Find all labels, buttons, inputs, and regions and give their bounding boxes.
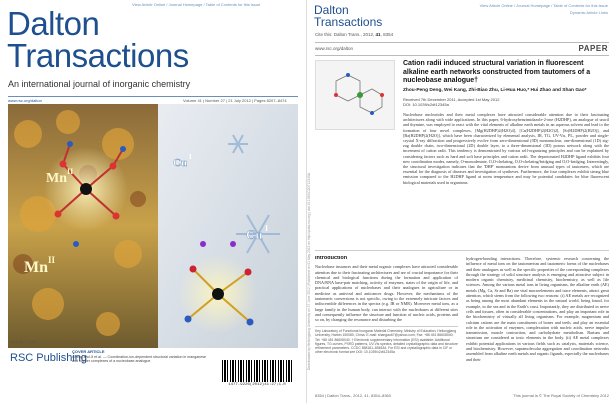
footnote: Key Laboratory of Functional Inorganic Material Chemistry, Ministry of Education, Heilongjiang University, Harbin 150080, China. E-mail: shangao67@yahoo.com; Fax: +86 451 86608040; Tel: +86 451 86608040. † Electronic supplementary information (ESI) available: Additional figures, TG curves, PXRD patterns, UV-Vis spectra, detailed crystallographic data and structure refinement parameters. CCDC 858181–858184. For ESI and crystallographic data in CIF or other electronic format see DOI: 10.1039/c2dt12345a	[315, 326, 458, 355]
article-journal-line2: Transactions	[314, 15, 383, 29]
ion-label-mn-1: Mn	[46, 171, 67, 186]
ion-label-mn-2: Mn	[24, 259, 48, 276]
article-type: PAPER	[578, 44, 608, 53]
divider	[315, 55, 609, 56]
cover-artwork	[8, 104, 298, 348]
ion-superscript-cu-2: I	[265, 224, 269, 233]
citation-line	[315, 32, 393, 37]
article-authors: Zhou-Peng Deng, Wei Kang, Zhi-Biao Zhu, Li-Hua Huo,* Hui Zhao and Shan Gao*	[403, 88, 587, 93]
footer-right: This journal is © The Royal Society of Chemistry 2012	[513, 393, 609, 398]
divider	[315, 250, 609, 251]
article-journal-line1: Dalton	[314, 3, 349, 17]
download-vertical-text: Downloaded by Heilongjiang University on 27 June 2012 | Published on 01 May 2012 on http://pubs.rsc.org | doi:10.1039/C2DT12345A	[307, 172, 311, 370]
barcode-number: 1477-9226(2012)41:27;1-R	[228, 383, 286, 387]
article-url[interactable]: www.rsc.org/dalton	[315, 46, 354, 51]
cover-top-links[interactable]: View Article Online / Journal Homepage / Table of Contents for this issue	[132, 2, 261, 7]
intro-text-left: Nucleobase instances and their metal organic complexes have attracted considerable attention due to their fascinating architectures and are of crucial importance for their chemical and biological functions during the formation and application of DNA/RNA base-pair matching, activity of enzymes, states of the origin of life, and practical applications of nucleobases and their analogues in agriculture or in medicine as antiviral and anticancer drugs. However, the mechanisms of the tautomeric conversions is not specific, owing to the extremely intricate factors and indiscernible differences in the spectra (e.g. IR or NMR). Moreover metal ions, as a large family in the human body, can interact with the nucleobases at different sites and consequently influence the structure and function of nucleic acids, proteins and so on, by changing the resonance and disturbing the	[315, 264, 458, 323]
cite-volume: 41	[375, 32, 381, 37]
journal-cover	[0, 0, 303, 403]
intro-column-right	[466, 256, 609, 392]
cover-url[interactable]: www.rsc.org/dalton	[8, 98, 42, 103]
ion-superscript-mn-2: II	[48, 255, 56, 265]
article-doi[interactable]: DOI: 10.1039/c2dt12345a	[403, 102, 449, 107]
intro-text-right: hydrogen-bonding interactions. Therefore, systemic research concerning the influence of metal ions on the tautomerism and tautomeric forms of the nucleobases and their analogues as well as the specific properties of the corresponding complexes through the strategy of solid structure analysis is emerging and attractive subject in modern organic chemistry, medicinal chemistry, biochemistry, as well as life sciences. Among the various metal ions in living organisms, the alkaline earth (AE) metals (Mg, Ca, Sr and Ba) are vital macroelements and trace elements, attract great attention, which stems from the following two reasons: (i) AE metals are recognized as being among the most abundant elements in the natural world, being found, for example, in the sea and in the Earth's crust. Importantly, they are distributed in nerve cells and tissues, often in considerable concentrations, and play an important role in the biochemistry of virtually all living organisms. For example, magnesium and calcium cations are the main constituents of bones and teeth, and play an essential role in the activation of enzymes, complexation with nucleic acids, nerve impulse transmission, muscle contraction, and carbohydrate metabolism. Barium and strontium are considered as toxic elements in the body. (ii) AE metal complexes exhibit potential applications in various fields such as catalysts, materials science, and biochemistry. However, supramolecular aggregation and coordination networks assembled from alkaline earth metals and organic ligands, especially the nucleobases and their	[466, 256, 609, 362]
cover-feature	[72, 350, 212, 364]
article-dates	[403, 97, 609, 107]
dynamic-article-links[interactable]: Dynamic Article Links	[569, 10, 608, 15]
cover-info-bar	[8, 96, 298, 103]
page-footer	[315, 393, 609, 398]
ion-label-cu-2: Cu	[246, 227, 263, 242]
intro-column-left	[315, 256, 458, 392]
received-dates: Received 7th December 2011, Accepted 1st May 2012	[403, 97, 500, 102]
cover-title-line1: Dalton	[7, 5, 100, 42]
divider	[315, 42, 609, 43]
article-abstract: Nucleobase nucleotides and their metal complexes have attracted considerable attention due to their fascinating architectures along with wide applications. In this paper, 6-hydroxybenzimidazole-2-one (H2DHP), an analogue of uracil and thymine, was employed to react with the vital elements of alkaline earth metals in an aqueous solvent and lead to the formation of four novel complexes, [Mg(H2DHP)2(H2O)4], [Ca(H2DHP)2(H2O)2], [Sr(H2DHP)2(H2O)], and [Ba(H2DHP)2(H2O)], which have been characterized by elemental analysis, IR, TG, UV-Vis, PL, powder and single-crystal X-ray diffraction and progressively evolve from zero-dimensional (0D) mononuclear, one-dimensional (1D) zig-zag double chain, two-dimensional (2D) double layer, to a three-dimensional (3D) porous network along with the increment of cation radii. This tendency is demonstrated by various self-organizing principles and can be explained by considering factors such as hard and soft base principles and cation radii. The deprotonated H2DHP ligand exhibits four new coordination modes, namely, O-monodentate, O,O-chelating, O,O-chelating/bridging and O,O-bridging. Interestingly, the structural investigation indicates that the 'DHP' monoanions derive from unusual types of tautomers, which are essential for the diagnosis of diseases and investigation of syntheses. Furthermore, the four complexes exhibit strong blue emission compared to the H2DHP ligand at room temperature and may be potential candidates for blue fluorescent biological materials used in organisms.	[403, 112, 609, 185]
cover-volume-info: Volume 41 | Number 27 | 21 July 2012 | Pages 8207–8474	[183, 98, 287, 103]
cover-feature-text: Cheng and Ji et al. — Coordination-ion-dependent structural variation in manganese and copper complexes of a nucleobase analogue	[72, 354, 207, 364]
barcode	[222, 360, 292, 382]
article-page	[306, 0, 616, 403]
cover-feature-label: COVER ARTICLE	[72, 349, 105, 354]
graphical-abstract-thumbnail	[315, 60, 395, 130]
intro-heading: Introduction	[315, 256, 348, 261]
cite-prefix: Cite this: Dalton Trans., 2012,	[315, 32, 375, 37]
cover-title-line2: Transactions	[7, 37, 189, 74]
cover-illustration	[8, 104, 298, 348]
ion-label-cu-1: Cu	[173, 157, 188, 169]
article-top-links[interactable]: View Article Online / Journal Homepage / Table of Contents for this issue	[479, 3, 608, 8]
article-title: Cation radii induced structural variation in fluorescent alkaline earth networks constructed from tautomers of a nucleobase analogue†	[403, 60, 591, 85]
cite-pages: , 8354	[380, 32, 394, 37]
footer-left: 8354 | Dalton Trans., 2012, 41, 8354–8360	[315, 393, 391, 398]
cover-issn: ISSN 1477-9226	[10, 340, 36, 344]
ion-superscript-mn-1: II	[67, 167, 74, 176]
ion-superscript-cu-1: I	[189, 153, 192, 161]
cover-subtitle: An international journal of inorganic chemistry	[8, 79, 191, 89]
publisher-logo: RSC Publishing	[10, 352, 88, 364]
